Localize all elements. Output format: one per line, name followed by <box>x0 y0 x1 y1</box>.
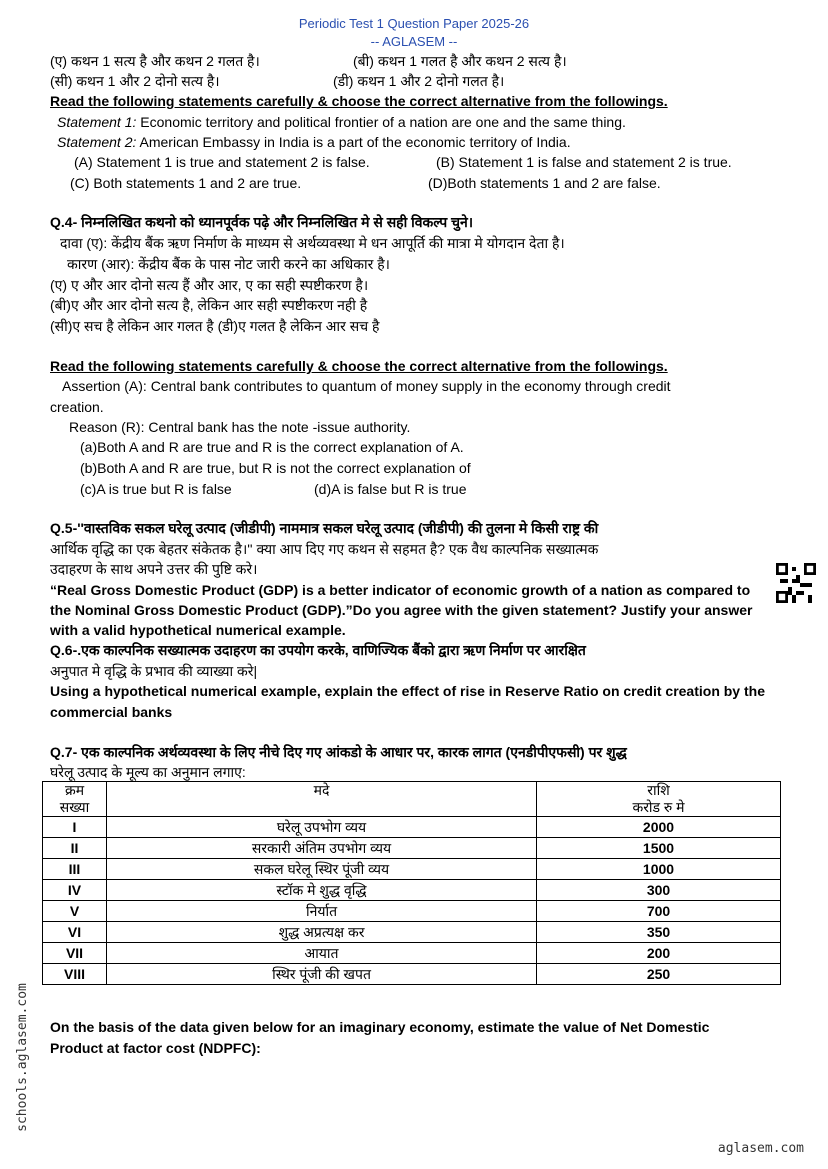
q7-en-line2: Product at factor cost (NDPFC): <box>50 1040 261 1056</box>
q5-en-line3: with a valid hypothetical numerical example. <box>50 622 346 638</box>
q7-hi-line2: घरेलू उत्पाद के मूल्य का अनुमान लगाए: <box>50 764 246 780</box>
header-sno: क्रम सख्या <box>43 782 107 817</box>
table-row: V निर्यात 700 <box>43 901 781 922</box>
q7-data-table <box>42 781 781 985</box>
q3-option-c: (C) Both statements 1 and 2 are true. <box>70 175 302 191</box>
q4-hi-assertion: दावा (ए): केंद्रीय बैंक ऋण निर्माण के माध्यम से अर्थव्यवस्था मे धन आपूर्ति की मात्रा मे योगदान देता है। <box>60 235 565 251</box>
footer-site: aglasem.com <box>717 1141 804 1156</box>
q4-option-d: (d)A is false but R is true <box>314 481 467 497</box>
table-row: I घरेलू उपभोग व्यय 2000 <box>43 817 781 838</box>
q4-option-a: (a)Both A and R are true and R is the correct explanation of A. <box>80 439 464 455</box>
q3-hi-option-c: (सी) कथन 1 और 2 दोनो सत्य है। <box>50 73 220 89</box>
q5-hi-line1: Q.5-''वास्तविक सकल घरेलू उत्पाद (जीडीपी) नाममात्र सकल घरेलू उत्पाद (जीडीपी) की तुलना मे किसी राष्ट्र की <box>50 520 599 536</box>
table-row: VI शुद्ध अप्रत्यक्ष कर 350 <box>43 922 781 943</box>
header-title: Periodic Test 1 Question Paper 2025-26 <box>298 16 530 31</box>
q3-statement1 <box>57 113 626 131</box>
q3-hi-option-a: (ए) कथन 1 सत्य है और कथन 2 गलत है। <box>50 53 260 69</box>
table-header-row <box>43 782 781 817</box>
q4-option-c: (c)A is true but R is false <box>80 481 232 497</box>
q4-hi-option-a: (ए) ए और आर दोनो सत्य हैं और आर, ए का सही स्पष्टीकरण है। <box>50 277 369 293</box>
q7-hi-line1: Q.7- एक काल्पनिक अर्थव्यवस्था के लिए नीचे दिए गए आंकडो के आधार पर, कारक लागत (एनडीपीएफसी) पर शुद्ध <box>50 744 627 760</box>
q4-assertion-line2: creation. <box>50 399 104 415</box>
statement2-label: Statement 2: <box>57 134 137 150</box>
q3-statement2 <box>57 133 571 151</box>
q4-hi-option-cd: (सी)ए सच है लेकिन आर गलत है (डी)ए गलत है लेकिन आर सच है <box>50 318 380 334</box>
side-watermark: schools.aglasem.com <box>14 983 30 1132</box>
q5-hi-line2: आर्थिक वृद्धि का एक बेहतर संकेतक है।'' क्या आप दिए गए कथन से सहमत है? एक वैध काल्पनिक सख्यात्मक <box>50 541 599 557</box>
statement1-label: Statement 1: <box>57 114 137 130</box>
q4-assertion-line1: Assertion (A): Central bank contributes to quantum of money supply in the economy through credit <box>62 378 671 394</box>
table-row: II सरकारी अंतिम उपभोग व्यय 1500 <box>43 838 781 859</box>
header-amount: राशि करोड रु मे <box>537 782 781 817</box>
q3-option-a: (A) Statement 1 is true and statement 2 is false. <box>74 154 370 170</box>
qr-code-icon <box>776 563 816 603</box>
q3-option-b: (B) Statement 1 is false and statement 2 is true. <box>436 154 732 170</box>
header-source: -- AGLASEM -- <box>370 34 458 49</box>
q3-hi-option-d: (डी) कथन 1 और 2 दोनो गलत है। <box>333 73 505 89</box>
q6-hi-line2: अनुपात मे वृद्धि के प्रभाव की व्याख्या करे| <box>50 663 258 679</box>
q4-option-b: (b)Both A and R are true, but R is not the correct explanation of <box>80 460 471 476</box>
table-row: VII आयात 200 <box>43 943 781 964</box>
table-row: VIII स्थिर पूंजी की खपत 250 <box>43 964 781 985</box>
q4-reason: Reason (R): Central bank has the note -issue authority. <box>69 419 411 435</box>
q5-en-line2: the Nominal Gross Domestic Product (GDP).”Do you agree with the given statement? Justify your answer <box>50 602 753 618</box>
table-row: III सकल घरेलू स्थिर पूंजी व्यय 1000 <box>43 859 781 880</box>
q7-en-line1: On the basis of the data given below for an imaginary economy, estimate the value of Net Domestic <box>50 1019 710 1035</box>
q3-option-d: (D)Both statements 1 and 2 are false. <box>428 175 661 191</box>
q3-instruction: Read the following statements carefully & choose the correct alternative from the followings. <box>50 93 668 109</box>
table-row: IV स्टॉक मे शुद्ध वृद्धि 300 <box>43 880 781 901</box>
q4-hi-question: Q.4- निम्नलिखित कथनो को ध्यानपूर्वक पढ़े और निम्नलिखित मे से सही विकल्प चुने। <box>50 214 474 230</box>
q6-hi-line1: Q.6-.एक काल्पनिक सख्यात्मक उदाहरण का उपयोग करके, वाणिज्यिक बैंको द्वारा ऋण निर्माण पर आरक्षित <box>50 642 586 658</box>
q3-hi-option-b: (बी) कथन 1 गलत है और कथन 2 सत्य है। <box>353 53 567 69</box>
header-item: मदे <box>107 782 537 817</box>
statement1-text: Economic territory and political frontier of a nation are one and the same thing. <box>136 114 626 130</box>
q4-hi-option-b: (बी)ए और आर दोनो सत्य है, लेकिन आर सही स्पष्टीकरण नही है <box>50 297 368 313</box>
q5-hi-line3: उदाहरण के साथ अपने उत्तर की पुष्टि करे। <box>50 561 258 577</box>
q6-en-line2: commercial banks <box>50 704 173 720</box>
q4-instruction: Read the following statements carefully & choose the correct alternative from the followings. <box>50 358 668 374</box>
q4-hi-reason: कारण (आर): केंद्रीय बैंक के पास नोट जारी करने का अधिकार है। <box>67 256 390 272</box>
statement2-text: American Embassy in India is a part of the economic territory of India. <box>136 134 571 150</box>
q5-en-line1: “Real Gross Domestic Product (GDP) is a better indicator of economic growth of a nation as compared to <box>50 582 751 598</box>
q6-en-line1: Using a hypothetical numerical example, explain the effect of rise in Reserve Ratio on credit creation by the <box>50 683 765 699</box>
